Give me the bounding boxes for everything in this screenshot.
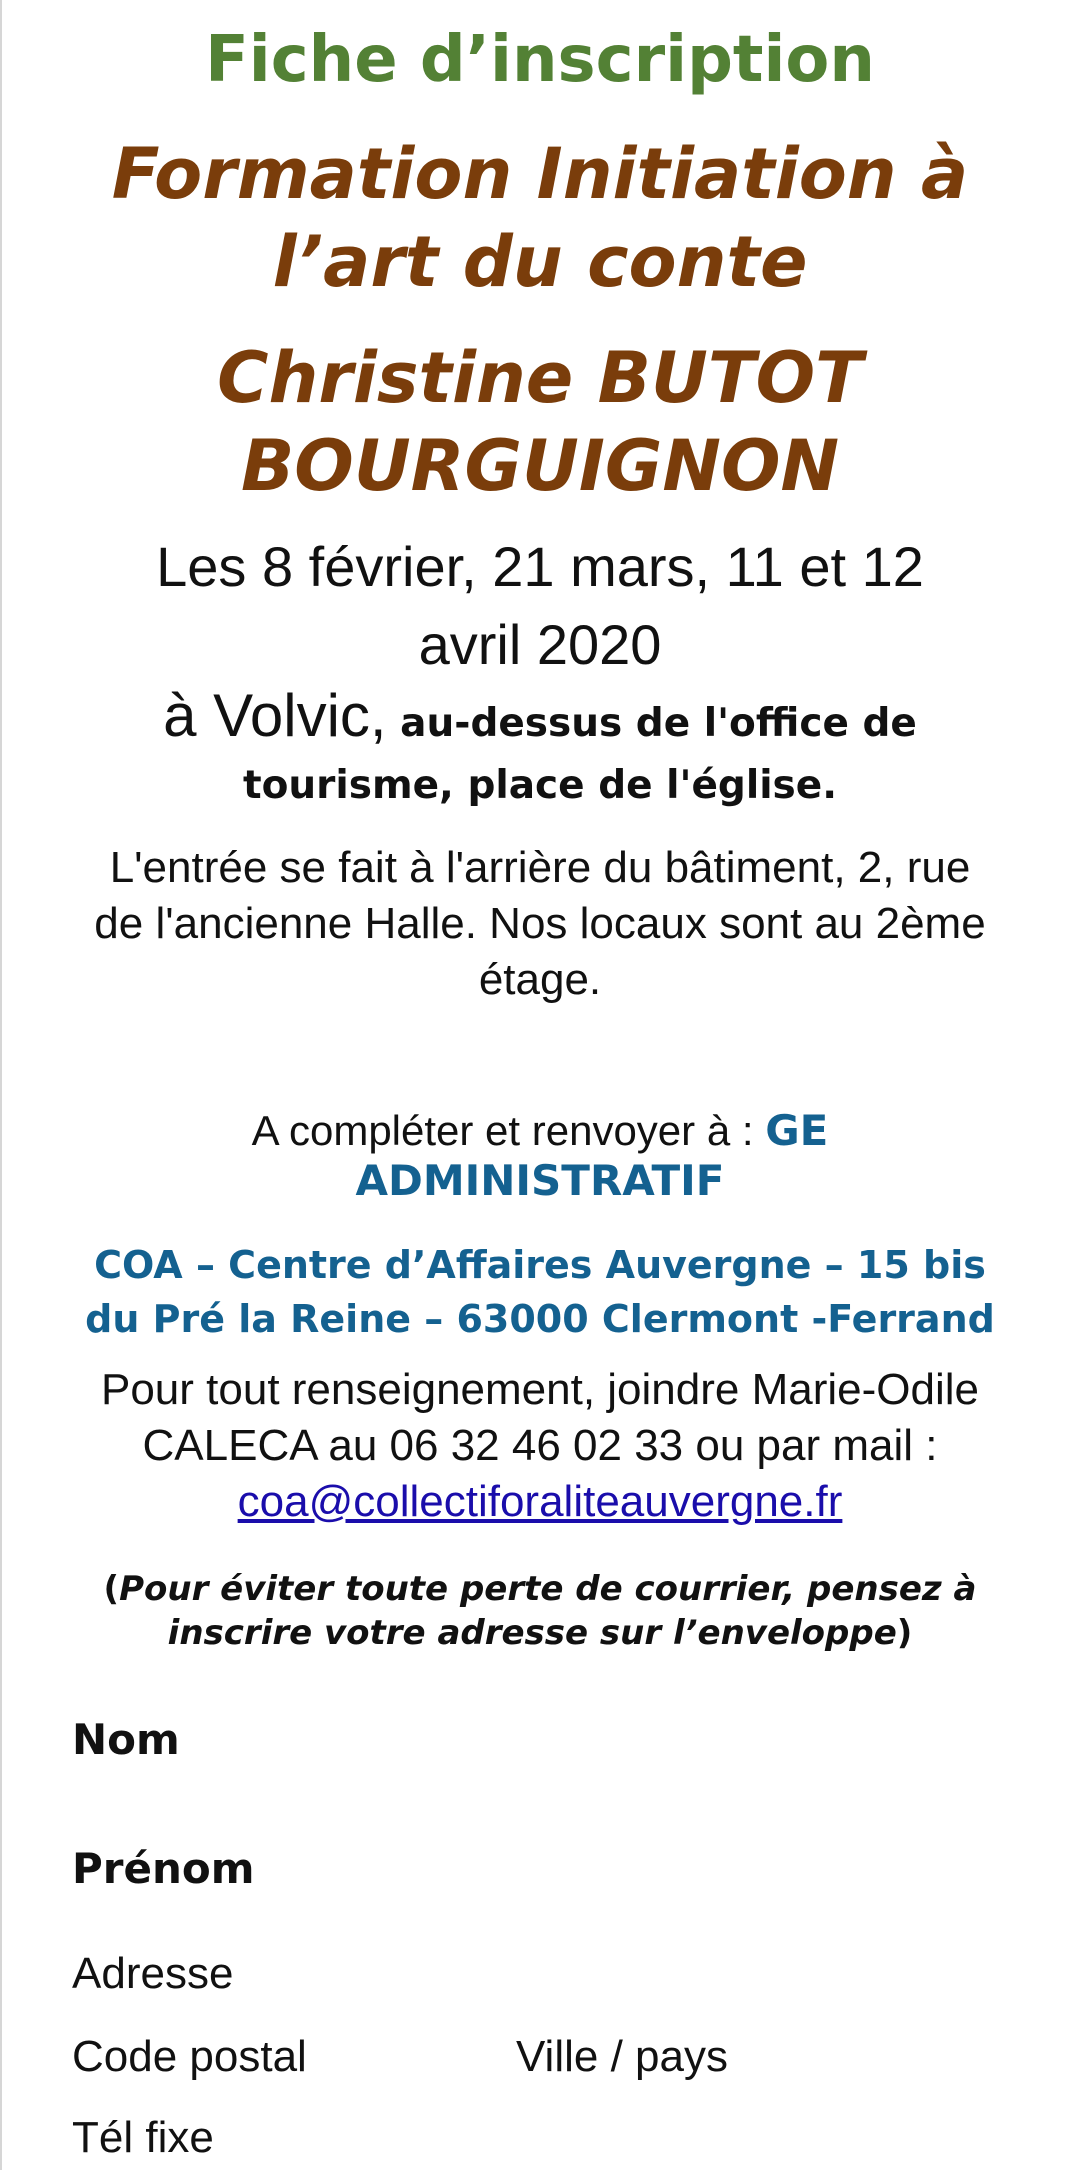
field-label-nom: Nom bbox=[72, 1715, 180, 1764]
field-label-adresse: Adresse bbox=[72, 1949, 234, 1998]
trainer-name-line2: BOURGUIGNON bbox=[240, 425, 840, 507]
training-title bbox=[40, 130, 1040, 306]
event-place-detail-line1: au-dessus de l'office de bbox=[400, 701, 917, 746]
contact-info-line1: Pour tout renseignement, joindre Marie-Odile bbox=[100, 1365, 979, 1414]
send-to bbox=[40, 1106, 1040, 1206]
note-open-paren: ( bbox=[103, 1569, 120, 1609]
entry-line3: étage. bbox=[478, 955, 602, 1004]
page-edge-rule bbox=[0, 0, 2, 2170]
field-label-ville-pays: Ville / pays bbox=[516, 2032, 728, 2081]
field-label-tel-fixe: Tél fixe bbox=[72, 2113, 214, 2162]
entry-instructions bbox=[40, 840, 1040, 1008]
form-title: Fiche d’inscription bbox=[205, 23, 875, 97]
coa-address-line1: COA – Centre d’Affaires Auvergne – 15 bis bbox=[94, 1243, 986, 1287]
contact-info-line2: CALECA au 06 32 46 02 33 ou par mail : bbox=[142, 1421, 938, 1470]
event-dates-line2: avril 2020 bbox=[418, 613, 662, 676]
field-label-code-postal: Code postal bbox=[72, 2032, 307, 2081]
coa-address bbox=[40, 1238, 1040, 1346]
coa-address-line2: du Pré la Reine – 63000 Clermont -Ferrand bbox=[85, 1297, 995, 1341]
contact-info bbox=[40, 1362, 1040, 1530]
note-close-paren: ) bbox=[896, 1613, 913, 1653]
event-place bbox=[40, 682, 1040, 817]
contact-email-link[interactable]: coa@collectiforaliteauvergne.fr bbox=[237, 1477, 843, 1526]
note-line1: Pour éviter toute perte de courrier, pensez à bbox=[119, 1569, 977, 1609]
entry-line2: de l'ancienne Halle. Nos locaux sont au 2ème bbox=[94, 899, 986, 948]
send-to-prefix: A compléter et renvoyer à : bbox=[251, 1107, 754, 1154]
entry-line1: L'entrée se fait à l'arrière du bâtiment, 2, rue bbox=[109, 843, 971, 892]
send-to-ge: GE bbox=[765, 1106, 829, 1155]
field-label-prenom: Prénom bbox=[72, 1844, 255, 1893]
send-to-admin: ADMINISTRATIF bbox=[355, 1156, 725, 1205]
event-dates bbox=[40, 528, 1040, 684]
event-dates-line1: Les 8 février, 21 mars, 11 et 12 bbox=[156, 535, 924, 598]
trainer-name bbox=[40, 334, 1040, 510]
event-place-city: à Volvic, bbox=[163, 682, 387, 749]
training-title-line1: Formation Initiation à bbox=[111, 133, 969, 215]
training-title-line2: l’art du conte bbox=[272, 221, 808, 303]
note-line2: inscrire votre adresse sur l’enveloppe bbox=[167, 1613, 897, 1653]
trainer-name-line1: Christine BUTOT bbox=[217, 337, 863, 419]
event-place-detail-line2: tourisme, place de l'église. bbox=[242, 763, 838, 808]
envelope-note bbox=[40, 1567, 1040, 1655]
